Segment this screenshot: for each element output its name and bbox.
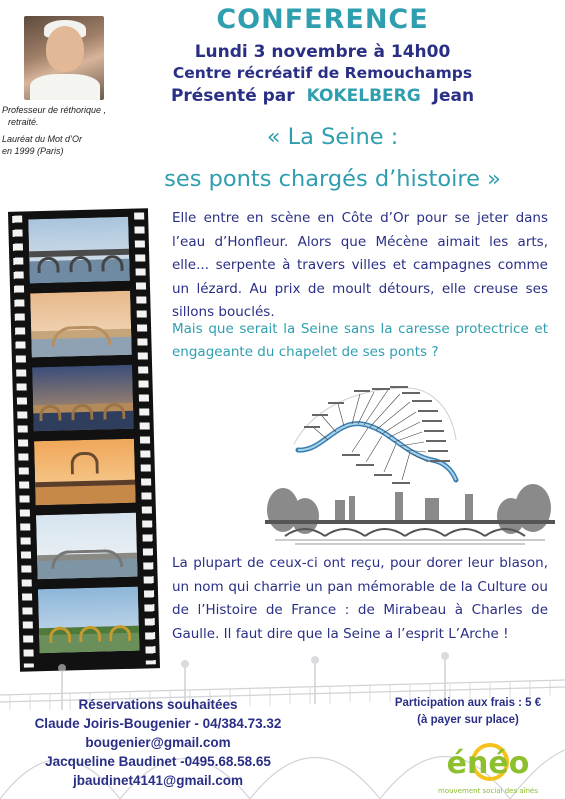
intro-paragraph: Elle entre en scène en Côte d’Or pour se jeter dans l’eau d’Honfleur. Alors que Mécène aimait les arts, elle... serpente à travers villes et campagnes comme un lézard. Au prix de moult détours, elle creuse ses sillons bouclés.: [172, 210, 548, 321]
eneo-logo-brand: énéo: [446, 746, 530, 781]
contact-2-email: jbaudinet4141@gmail.com: [73, 773, 243, 788]
eneo-logo-tagline: mouvement social des aînés: [438, 787, 538, 795]
participation-fee: Participation aux frais : 5 €: [394, 697, 542, 709]
bridge-photo-5: [36, 513, 138, 580]
paris-skyline-sketch: [265, 470, 555, 550]
bridge-photo-3: [32, 365, 134, 432]
speaker-caption-line3: Lauréat du Mot d’Or: [2, 134, 83, 144]
speaker-first-name: Jean: [432, 86, 475, 106]
bridge-photo-6: [38, 587, 140, 654]
bridge-photo-1: [28, 217, 130, 284]
presented-prefix: Présenté par: [170, 86, 295, 106]
bridge-photo-4: [34, 439, 136, 506]
bridge-photo-filmstrip: [8, 208, 160, 672]
presenter-line: [40, 86, 565, 106]
closing-paragraph: La plupart de ceux-ci ont reçu, pour dorer leur blason, un nom qui charrie un pan mémorable de la Culture ou de l’Histoire de France : de Mirabeau à Charles de Gaulle. Il faut dire que la Seine a l’esprit L’Arche !: [172, 555, 548, 642]
contact-2-phone: Jacqueline Baudinet -0495.68.58.65: [45, 754, 271, 769]
speaker-last-name: KOKELBERG: [306, 86, 421, 106]
question-paragraph: Mais que serait la Seine sans la caresse protectrice et engageante du chapelet de ses ponts ?: [172, 321, 548, 360]
payment-note: (à payer sur place): [417, 714, 519, 726]
event-title: CONFERENCE: [216, 4, 429, 35]
contact-1-phone: Claude Joiris-Bougenier - 04/384.73.32: [34, 716, 282, 731]
eneo-logo: [432, 738, 542, 798]
bridge-photo-2: [30, 291, 132, 358]
reservations-heading: Réservations souhaitées: [78, 697, 238, 712]
speaker-caption-line4: en 1999 (Paris): [2, 146, 64, 156]
event-date: Lundi 3 novembre à 14h00: [194, 42, 451, 62]
contact-1-email: bougenier@gmail.com: [85, 735, 231, 750]
event-venue: Centre récréatif de Remouchamps: [172, 64, 473, 82]
talk-title-line2: ses ponts chargés d’histoire »: [164, 166, 501, 192]
talk-title-line1: « La Seine :: [266, 124, 399, 150]
speaker-caption-line1: Professeur de réthorique ,: [2, 105, 107, 115]
speaker-caption-line2: retraité.: [8, 117, 39, 127]
